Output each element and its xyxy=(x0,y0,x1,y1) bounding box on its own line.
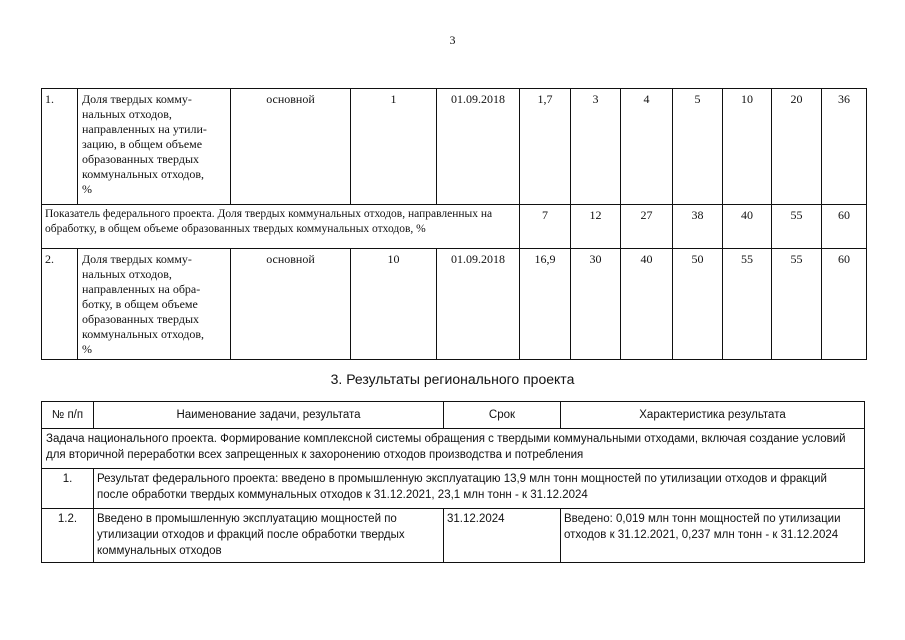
header-deadline: Срок xyxy=(444,402,561,429)
regional-result-row xyxy=(42,509,865,563)
year-value: 60 xyxy=(822,249,867,360)
indicator-name-line: % xyxy=(82,342,92,356)
year-value: 40 xyxy=(621,249,673,360)
year-value: 30 xyxy=(571,249,621,360)
year-value: 1,7 xyxy=(520,89,571,205)
year-value: 40 xyxy=(723,205,772,249)
result-characteristic: Введено: 0,019 млн тонн мощностей по утилизации отходов к 31.12.2021, 0,237 млн тонн - к 31.12.2024 xyxy=(561,509,865,563)
year-value: 10 xyxy=(723,89,772,205)
base-date: 01.09.2018 xyxy=(437,89,520,205)
year-value: 3 xyxy=(571,89,621,205)
indicator-name xyxy=(78,89,231,205)
base-value: 10 xyxy=(351,249,437,360)
indicator-name-line: направленных на обра- xyxy=(82,282,201,296)
result-number: 1. xyxy=(42,469,94,509)
task-row xyxy=(42,429,865,469)
year-value: 38 xyxy=(673,205,723,249)
indicator-name-line: ботку, в общем объеме xyxy=(82,297,198,311)
year-value: 5 xyxy=(673,89,723,205)
results-header-row xyxy=(42,402,865,429)
year-value: 36 xyxy=(822,89,867,205)
federal-indicator-row xyxy=(42,205,867,249)
row-number: 2. xyxy=(42,249,78,360)
indicator-row-2 xyxy=(42,249,867,360)
base-value: 1 xyxy=(351,89,437,205)
indicator-name xyxy=(78,249,231,360)
indicator-name-line: образованных твердых xyxy=(82,312,200,326)
indicator-name-line: нальных отходов, xyxy=(82,267,172,281)
year-value: 16,9 xyxy=(520,249,571,360)
year-value: 4 xyxy=(621,89,673,205)
section-title: 3. Результаты регионального проекта xyxy=(330,371,575,387)
year-value: 60 xyxy=(822,205,867,249)
federal-indicator-text: Показатель федерального проекта. Доля твердых коммунальных отходов, направленных на обработку, в общем объеме образованных твердых коммунальных отходов, % xyxy=(42,205,520,249)
result-deadline: 31.12.2024 xyxy=(444,509,561,563)
header-number: № п/п xyxy=(42,402,94,429)
indicator-type: основной xyxy=(231,89,351,205)
year-value: 55 xyxy=(723,249,772,360)
base-date: 01.09.2018 xyxy=(437,249,520,360)
header-name: Наименование задачи, результата xyxy=(94,402,444,429)
indicators-table xyxy=(41,88,867,360)
indicator-name-line: % xyxy=(82,182,92,196)
indicator-name-line: зацию, в общем объеме xyxy=(82,137,203,151)
federal-result-row xyxy=(42,469,865,509)
year-value: 50 xyxy=(673,249,723,360)
indicator-name-line: направленных на утили- xyxy=(82,122,207,136)
year-value: 55 xyxy=(772,205,822,249)
year-value: 27 xyxy=(621,205,673,249)
indicator-row-1 xyxy=(42,89,867,205)
row-number: 1. xyxy=(42,89,78,205)
result-name: Введено в промышленную эксплуатацию мощностей по утилизации отходов и фракций после обработки твердых коммунальных отходов xyxy=(94,509,444,563)
indicator-name-line: коммунальных отходов, xyxy=(82,327,205,341)
national-task-text: Задача национального проекта. Формирование комплексной системы обращения с твердыми коммунальными отходами, включая создание условий для вторичной переработки всех запрещенных к захоронению отходов производства и потребления xyxy=(42,429,865,469)
page-number: 3 xyxy=(449,33,456,47)
year-value: 20 xyxy=(772,89,822,205)
indicator-type: основной xyxy=(231,249,351,360)
results-table xyxy=(41,401,865,563)
indicator-name-line: Доля твердых комму- xyxy=(82,92,192,106)
year-value: 12 xyxy=(571,205,621,249)
indicator-name-line: нальных отходов, xyxy=(82,107,172,121)
indicator-name-line: коммунальных отходов, xyxy=(82,167,205,181)
year-value: 55 xyxy=(772,249,822,360)
result-number: 1.2. xyxy=(42,509,94,563)
indicator-name-line: Доля твердых комму- xyxy=(82,252,192,266)
year-value: 7 xyxy=(520,205,571,249)
federal-result-text: Результат федерального проекта: введено в промышленную эксплуатацию 13,9 млн тонн мощностей по утилизации отходов и фракций после обработки твердых коммунальных отходов к 31.12.2021, 23,1 млн тонн - к 31.12.2024 xyxy=(94,469,865,509)
header-characteristic: Характеристика результата xyxy=(561,402,865,429)
indicator-name-line: образованных твердых xyxy=(82,152,200,166)
